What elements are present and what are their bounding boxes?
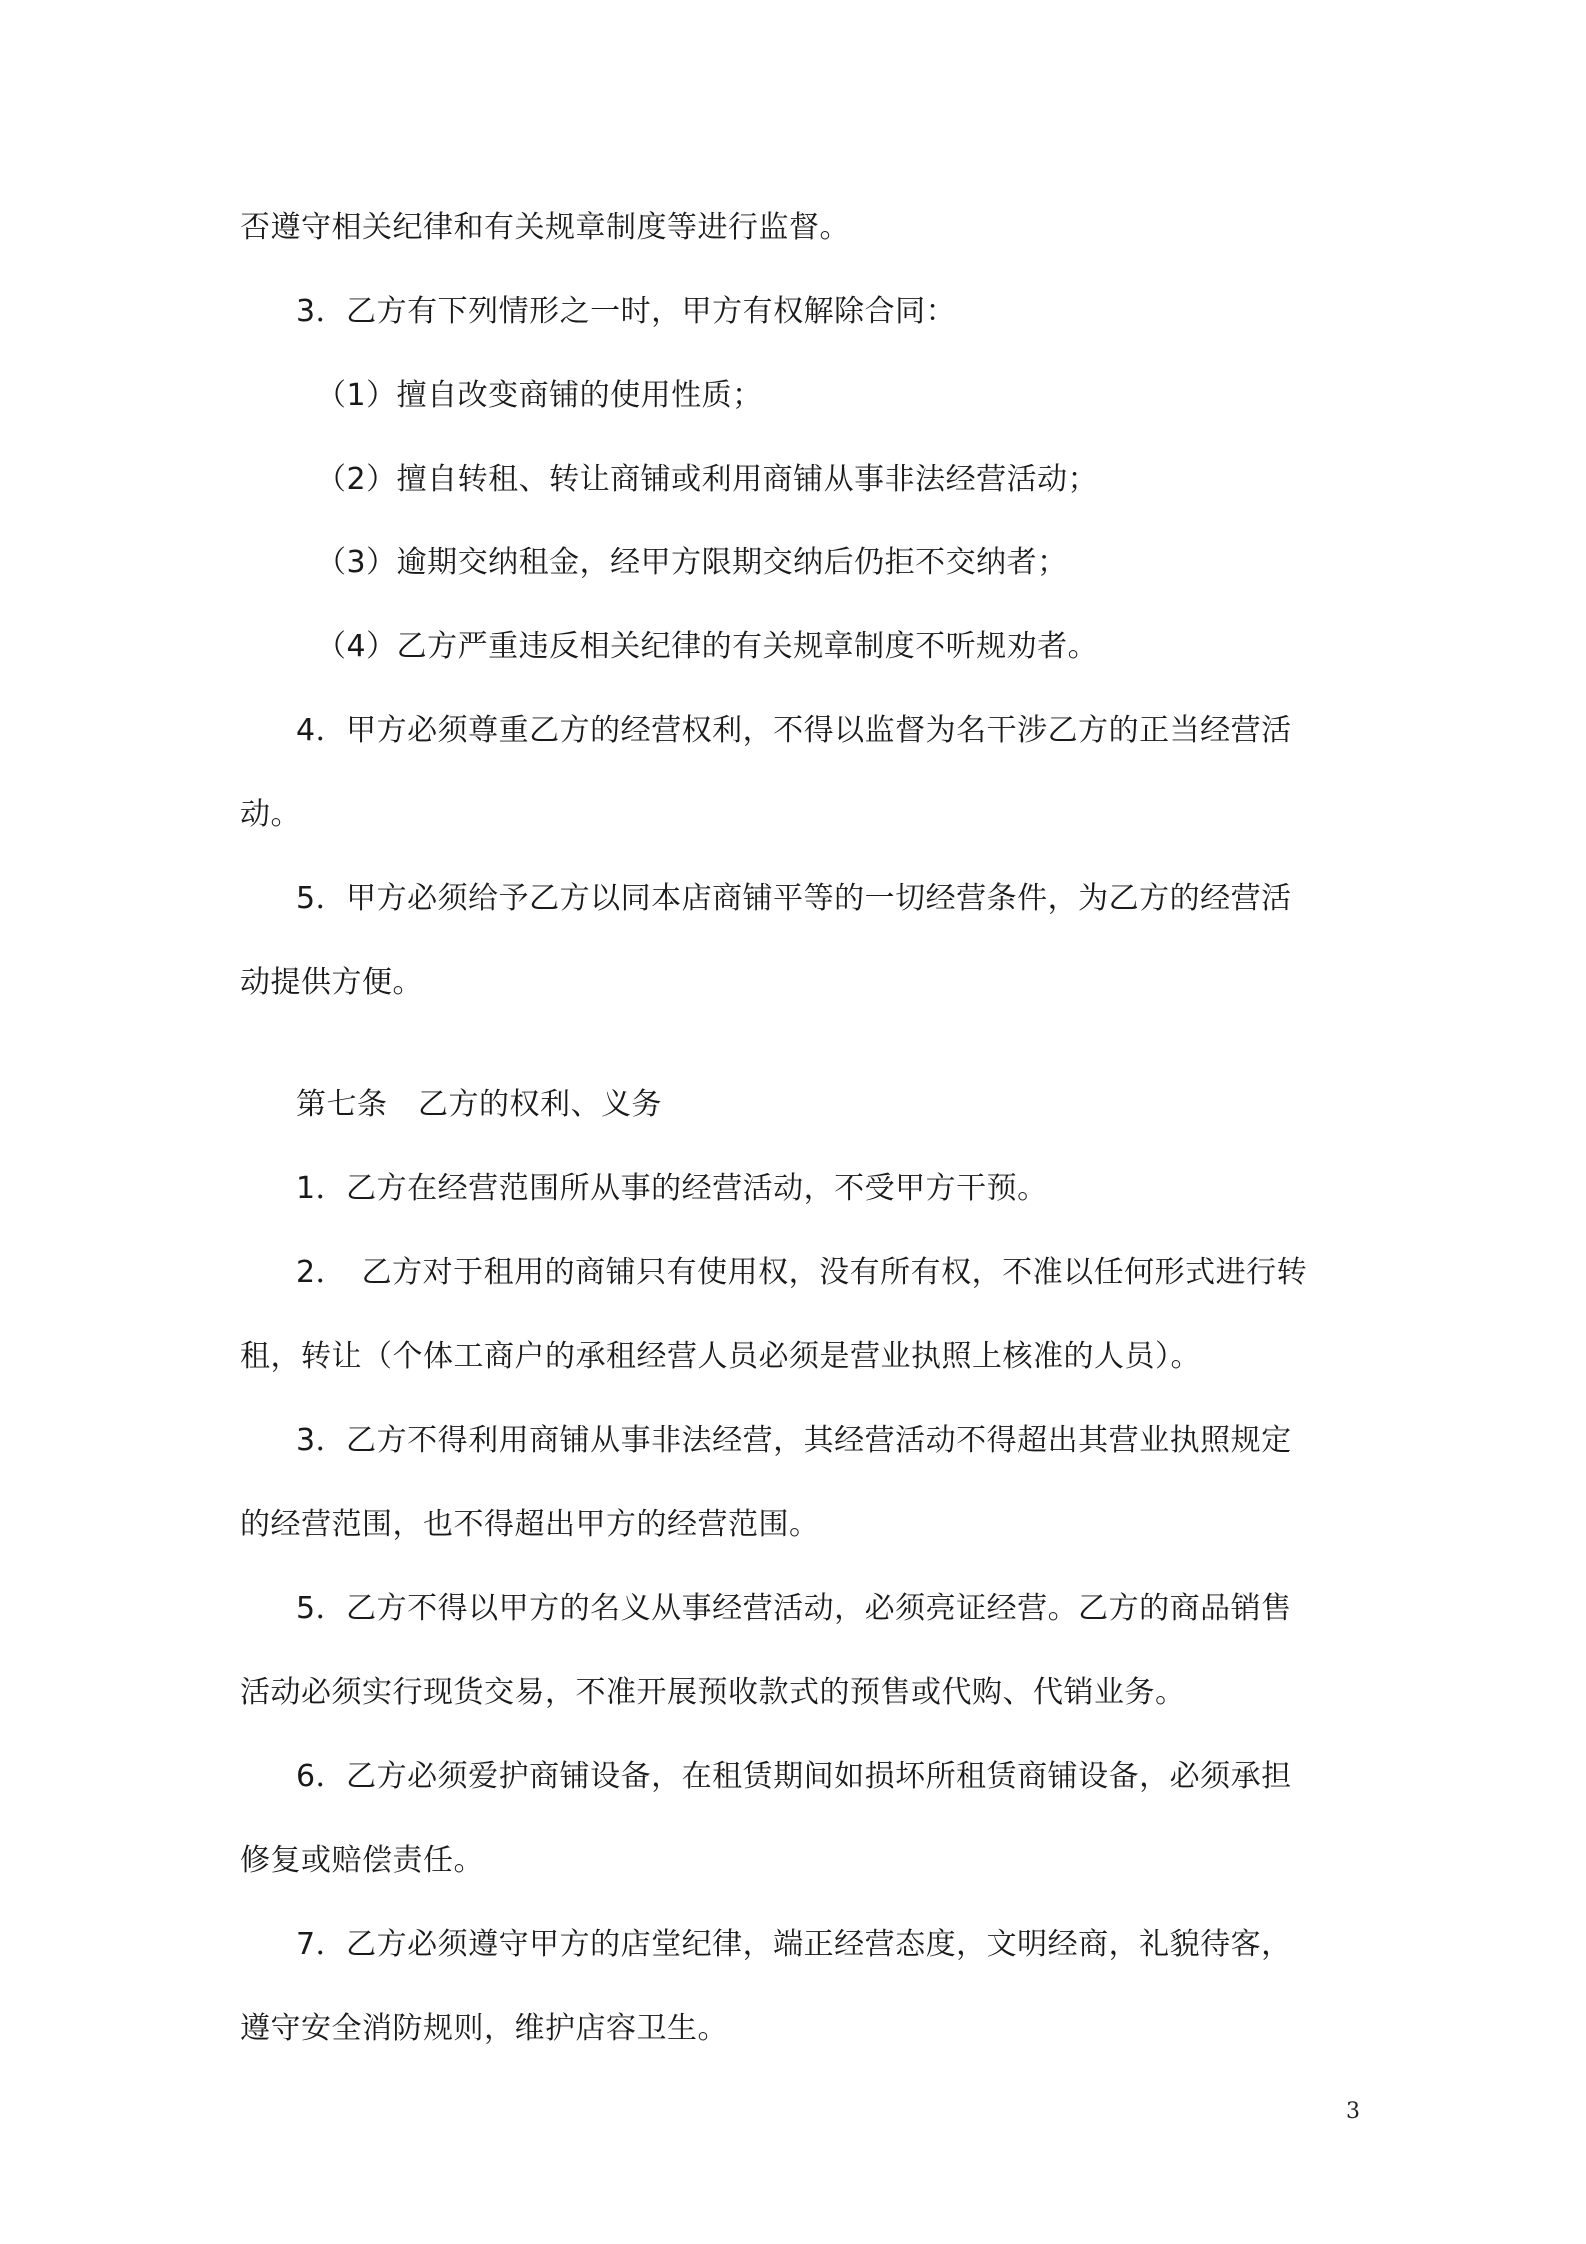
clause-3-item-3: （3）逾期交纳租金，经甲方限期交纳后仍拒不交纳者； [316, 545, 1068, 580]
paragraph-line: 否遵守相关纪律和有关规章制度等进行监督。 [240, 210, 850, 245]
article-7-clause-5-line-2: 活动必须实行现货交易，不准开展预收款式的预售或代购、代销业务。 [240, 1675, 1186, 1710]
clause-5-line-1: 5．甲方必须给予乙方以同本店商铺平等的一切经营条件，为乙方的经营活 [296, 881, 1292, 916]
clause-3-item-2: （2）擅自转租、转让商铺或利用商铺从事非法经营活动； [316, 462, 1099, 497]
article-7-clause-2-line-2: 租，转让（个体工商户的承租经营人员必须是营业执照上核准的人员）。 [240, 1339, 1201, 1374]
article-7-clause-2-line-1: 2． 乙方对于租用的商铺只有使用权，没有所有权，不准以任何形式进行转 [296, 1255, 1308, 1290]
article-7-clause-6-line-2: 修复或赔偿责任。 [240, 1843, 484, 1878]
clause-4-line-1: 4．甲方必须尊重乙方的经营权利，不得以监督为名干涉乙方的正当经营活 [296, 713, 1292, 748]
article-7-clause-3-line-2: 的经营范围，也不得超出甲方的经营范围。 [240, 1507, 820, 1542]
article-7-clause-3-line-1: 3．乙方不得利用商铺从事非法经营，其经营活动不得超出其营业执照规定 [296, 1423, 1292, 1458]
article-7-clause-6-line-1: 6．乙方必须爱护商铺设备，在租赁期间如损坏所租赁商铺设备，必须承担 [296, 1759, 1292, 1794]
clause-4-line-2: 动。 [240, 797, 301, 832]
clause-3-item-1: （1）擅自改变商铺的使用性质； [316, 378, 763, 413]
article-7-clause-5-line-1: 5．乙方不得以甲方的名义从事经营活动，必须亮证经营。乙方的商品销售 [296, 1591, 1292, 1626]
article-7-clause-7-line-1: 7．乙方必须遵守甲方的店堂纪律，端正经营态度，文明经商，礼貌待客， [296, 1927, 1292, 1962]
clause-5-line-2: 动提供方便。 [240, 965, 423, 1000]
clause-3-heading: 3．乙方有下列情形之一时，甲方有权解除合同： [296, 294, 957, 329]
clause-3-item-4: （4）乙方严重违反相关纪律的有关规章制度不听规劝者。 [316, 629, 1099, 664]
article-7-clause-7-line-2: 遵守安全消防规则，维护店容卫生。 [240, 2011, 728, 2046]
page-number: 3 [1346, 2099, 1360, 2124]
article-7-clause-1: 1．乙方在经营范围所从事的经营活动，不受甲方干预。 [296, 1171, 1048, 1206]
article-7-heading: 第七条 乙方的权利、义务 [296, 1087, 662, 1122]
